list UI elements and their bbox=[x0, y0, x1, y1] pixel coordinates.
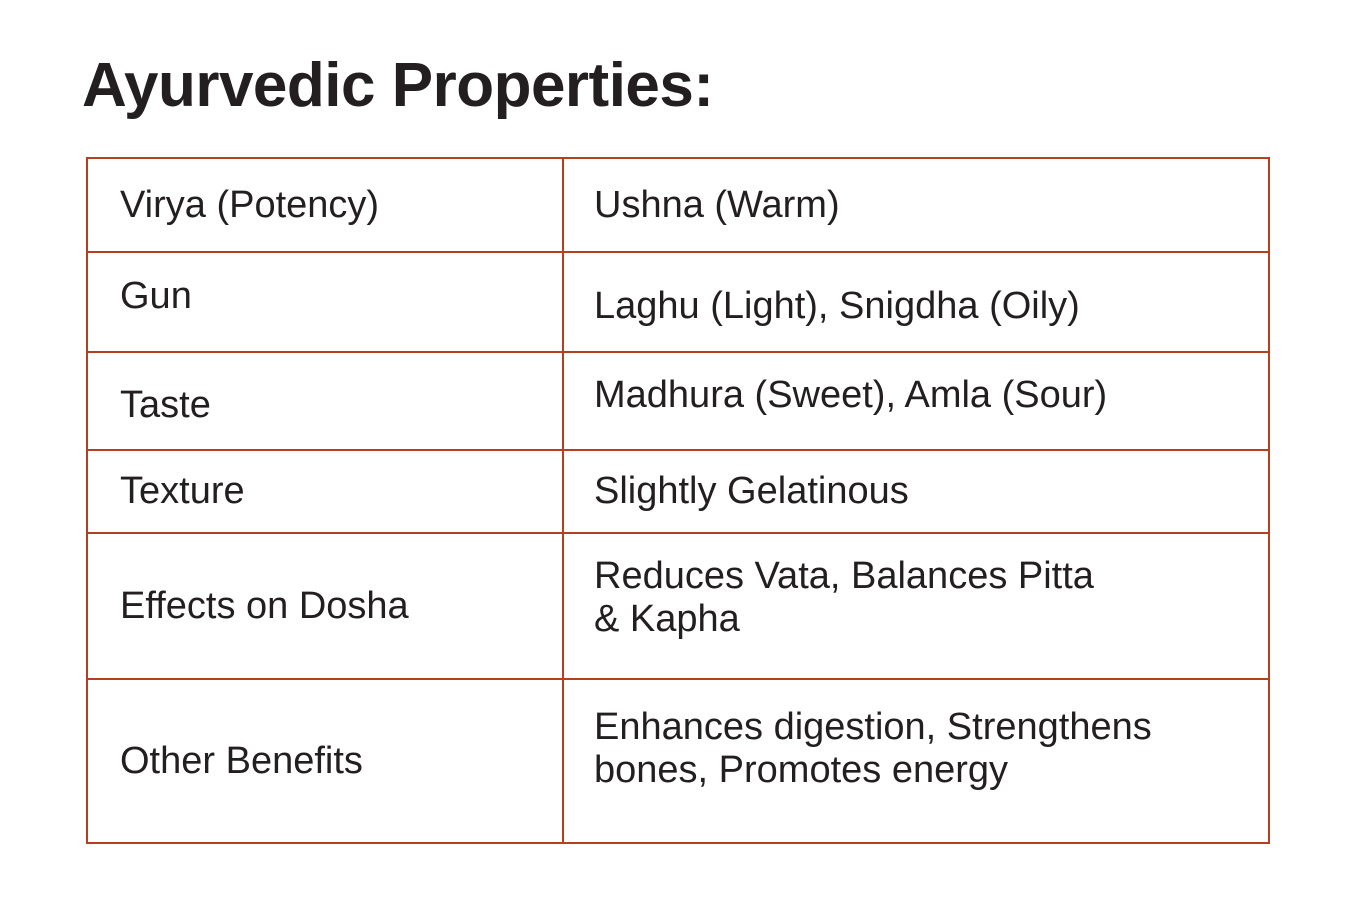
property-value-text: Ushna (Warm) bbox=[594, 183, 840, 226]
property-value-text bbox=[594, 706, 1256, 792]
page-title: Ayurvedic Properties: bbox=[82, 51, 714, 120]
property-value-text bbox=[594, 555, 1256, 641]
value-line: Enhances digestion, Strengthens bbox=[594, 706, 1152, 748]
table-row-gun bbox=[87, 252, 1269, 352]
property-label-text: Other Benefits bbox=[120, 739, 363, 782]
property-value-text: Madhura (Sweet), Amla (Sour) bbox=[594, 373, 1108, 416]
property-value bbox=[563, 158, 1269, 252]
property-label-text: Taste bbox=[120, 383, 211, 426]
property-value bbox=[563, 450, 1269, 533]
property-label bbox=[87, 352, 563, 450]
property-value-text: Slightly Gelatinous bbox=[594, 470, 909, 512]
property-label-text: Texture bbox=[120, 470, 245, 512]
property-label bbox=[87, 158, 563, 252]
property-label bbox=[87, 533, 563, 679]
table-row-other-benefits bbox=[87, 679, 1269, 843]
property-value-text: Laghu (Light), Snigdha (Oily) bbox=[594, 284, 1080, 327]
property-value bbox=[563, 679, 1269, 843]
value-line: Reduces Vata, Balances Pitta bbox=[594, 555, 1094, 597]
property-label-text: Effects on Dosha bbox=[120, 584, 409, 627]
table-row-taste bbox=[87, 352, 1269, 450]
property-label bbox=[87, 450, 563, 533]
table-row-virya bbox=[87, 158, 1269, 252]
property-label-text: Gun bbox=[120, 274, 192, 317]
table-row-dosha bbox=[87, 533, 1269, 679]
ayurvedic-properties-table bbox=[86, 157, 1270, 844]
value-line: & Kapha bbox=[594, 598, 740, 640]
property-label bbox=[87, 679, 563, 843]
table-row-texture bbox=[87, 450, 1269, 533]
property-value bbox=[563, 533, 1269, 679]
property-label bbox=[87, 252, 563, 352]
value-line: bones, Promotes energy bbox=[594, 749, 1009, 791]
property-label-text: Virya (Potency) bbox=[120, 183, 380, 226]
property-value bbox=[563, 352, 1269, 450]
property-value bbox=[563, 252, 1269, 352]
